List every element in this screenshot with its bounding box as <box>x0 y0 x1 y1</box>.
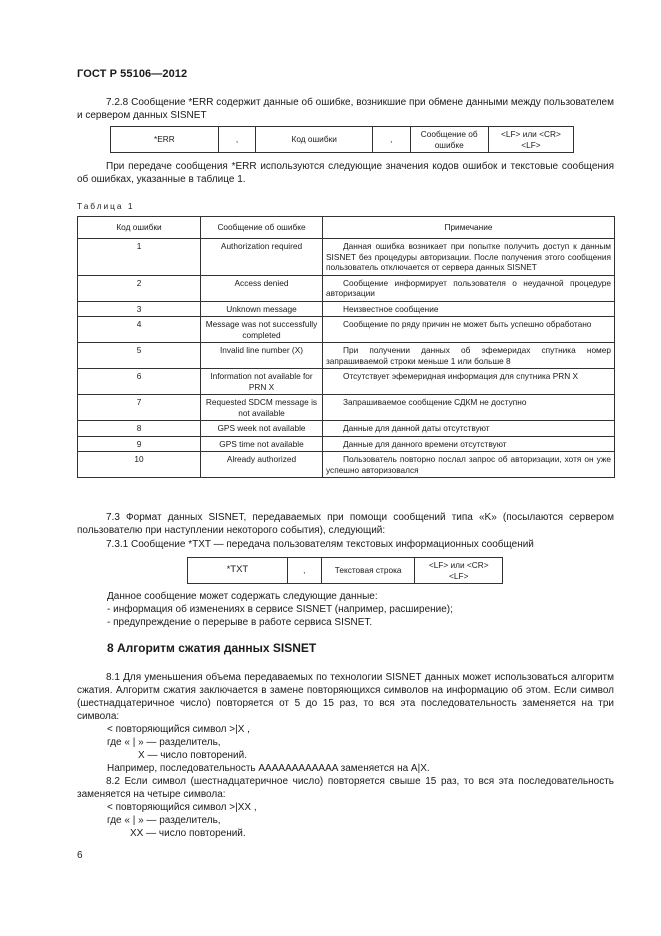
where-line: где « | » — разделитель, <box>107 815 221 826</box>
error-message: Invalid line number (X) <box>201 343 323 369</box>
bullet-item: - информация об изменениях в сервисе SISNET (например, расширение); <box>107 604 453 615</box>
txt-format-cell: <LF> или <CR> <LF> <box>415 558 503 584</box>
paragraph-may-contain: Данное сообщение может содержать следующие данные: <box>107 591 378 602</box>
error-message: Already authorized <box>201 452 323 478</box>
format-line: < повторяющийся символ >|XX , <box>107 802 257 813</box>
error-code: 8 <box>78 421 201 437</box>
table-header-row <box>78 217 615 239</box>
error-code: 2 <box>78 275 201 301</box>
table-header-cell: Код ошибки <box>78 217 201 239</box>
table-row <box>78 275 615 301</box>
error-code: 1 <box>78 239 201 276</box>
error-code: 10 <box>78 452 201 478</box>
where-line: где « | » — разделитель, <box>107 737 221 748</box>
example-line: Например, последовательность AAAAAAAAAAAA заменяется на A|X. <box>107 763 430 774</box>
paragraph-7-2-8: 7.2.8 Сообщение *ERR содержит данные об ошибке, возникшие при обмене данными между пользователем и сервером данных SISNET <box>77 97 614 121</box>
error-message: Access denied <box>201 275 323 301</box>
error-message: Message was not successfully completed <box>201 317 323 343</box>
err-format-cell: Код ошибки <box>256 127 373 153</box>
err-format-table <box>110 126 574 153</box>
paragraph-err-transfer: При передаче сообщения *ERR используются следующие значения кодов ошибок и текстовые сообщения об ошибках, указанные в таблице 1. <box>77 161 614 185</box>
error-code: 5 <box>78 343 201 369</box>
err-format-cell: , <box>373 127 410 153</box>
txt-format-table <box>187 557 503 584</box>
table-header-cell: Сообщение об ошибке <box>201 217 323 239</box>
table-row <box>78 452 615 478</box>
txt-format-cell: , <box>287 558 321 584</box>
err-format-cell: *ERR <box>111 127 219 153</box>
paragraph-8-2: 8.2 Если символ (шестнадцатеричное число) повторяется свыше 15 раз, то вся эта последовательность заменяется на четыре символа: <box>77 776 614 800</box>
error-note: Данная ошибка возникает при попытке получить доступ к данным SISNET без процедуры авторизации. После получения этого сообщения пользователь отключается от сервера данных SISNET <box>323 239 615 276</box>
table-row <box>78 395 615 421</box>
table-row <box>78 436 615 452</box>
definition-line: X — число повторений. <box>138 750 248 761</box>
err-format-cell: Сообщение об ошибке <box>410 127 488 153</box>
error-message: Information not available for PRN X <box>201 369 323 395</box>
error-code: 3 <box>78 301 201 317</box>
table-row <box>78 421 615 437</box>
table-row <box>78 239 615 276</box>
error-note: Сообщение информирует пользователя о неудачной процедуре авторизации <box>323 275 615 301</box>
txt-format-cell: *TXT <box>188 558 288 584</box>
error-code: 9 <box>78 436 201 452</box>
error-note: Неизвестное сообщение <box>323 301 615 317</box>
error-note: При получении данных об эфемеридах спутника номер запрашиваемой строки меньше 1 или больше 8 <box>323 343 615 369</box>
error-note: Запрашиваемое сообщение СДКМ не доступно <box>323 395 615 421</box>
error-note: Данные для данного времени отсутствуют <box>323 436 615 452</box>
page-number: 6 <box>77 850 83 861</box>
bullet-item: - предупреждение о перерыве в работе сервиса SISNET. <box>107 617 373 628</box>
error-note: Сообщение по ряду причин не может быть успешно обработано <box>323 317 615 343</box>
error-message: GPS week not available <box>201 421 323 437</box>
paragraph-7-3-1: 7.3.1 Сообщение *TXT — передача пользователям текстовых информационных сообщений <box>106 539 534 550</box>
section-8-title: 8 Алгоритм сжатия данных SISNET <box>107 641 317 655</box>
error-message: GPS time not available <box>201 436 323 452</box>
format-line: < повторяющийся символ >|X , <box>107 724 250 735</box>
error-note: Данные для данной даты отсутствуют <box>323 421 615 437</box>
error-note: Отсутствует эфемеридная информация для спутника PRN X <box>323 369 615 395</box>
table-row <box>78 343 615 369</box>
error-message: Unknown message <box>201 301 323 317</box>
error-message: Requested SDCM message is not available <box>201 395 323 421</box>
document-header: ГОСТ Р 55106—2012 <box>77 68 188 80</box>
error-codes-table <box>77 216 615 478</box>
paragraph-8-1: 8.1 Для уменьшения объема передаваемых по технологии SISNET данных может использоваться алгоритм сжатия. Алгоритм сжатия заключается в замене повторяющихся символов на информацию об этом. Если символ (шестнадцатеричное число) повторяется от 5 до 15 раз, то вся эта последовательность заменяется на три символа: <box>77 672 614 722</box>
err-format-cell: <LF> или <CR> <LF> <box>488 127 573 153</box>
definition-line: XX — число повторений. <box>130 828 246 839</box>
error-code: 6 <box>78 369 201 395</box>
table-header-cell: Примечание <box>323 217 615 239</box>
table-caption: Таблица 1 <box>77 201 135 211</box>
table-row <box>78 369 615 395</box>
error-message: Authorization required <box>201 239 323 276</box>
txt-format-cell: Текстовая строка <box>321 558 415 584</box>
table-row <box>78 301 615 317</box>
error-code: 4 <box>78 317 201 343</box>
err-format-cell: , <box>218 127 255 153</box>
paragraph-7-3: 7.3 Формат данных SISNET, передаваемых при помощи сообщений типа «K» (посылаются сервером пользователю при наступлении некоторого события), следующий: <box>77 512 614 536</box>
error-note: Пользователь повторно послал запрос об авторизации, хотя он уже успешно авторизовался <box>323 452 615 478</box>
table-row <box>78 317 615 343</box>
error-code: 7 <box>78 395 201 421</box>
